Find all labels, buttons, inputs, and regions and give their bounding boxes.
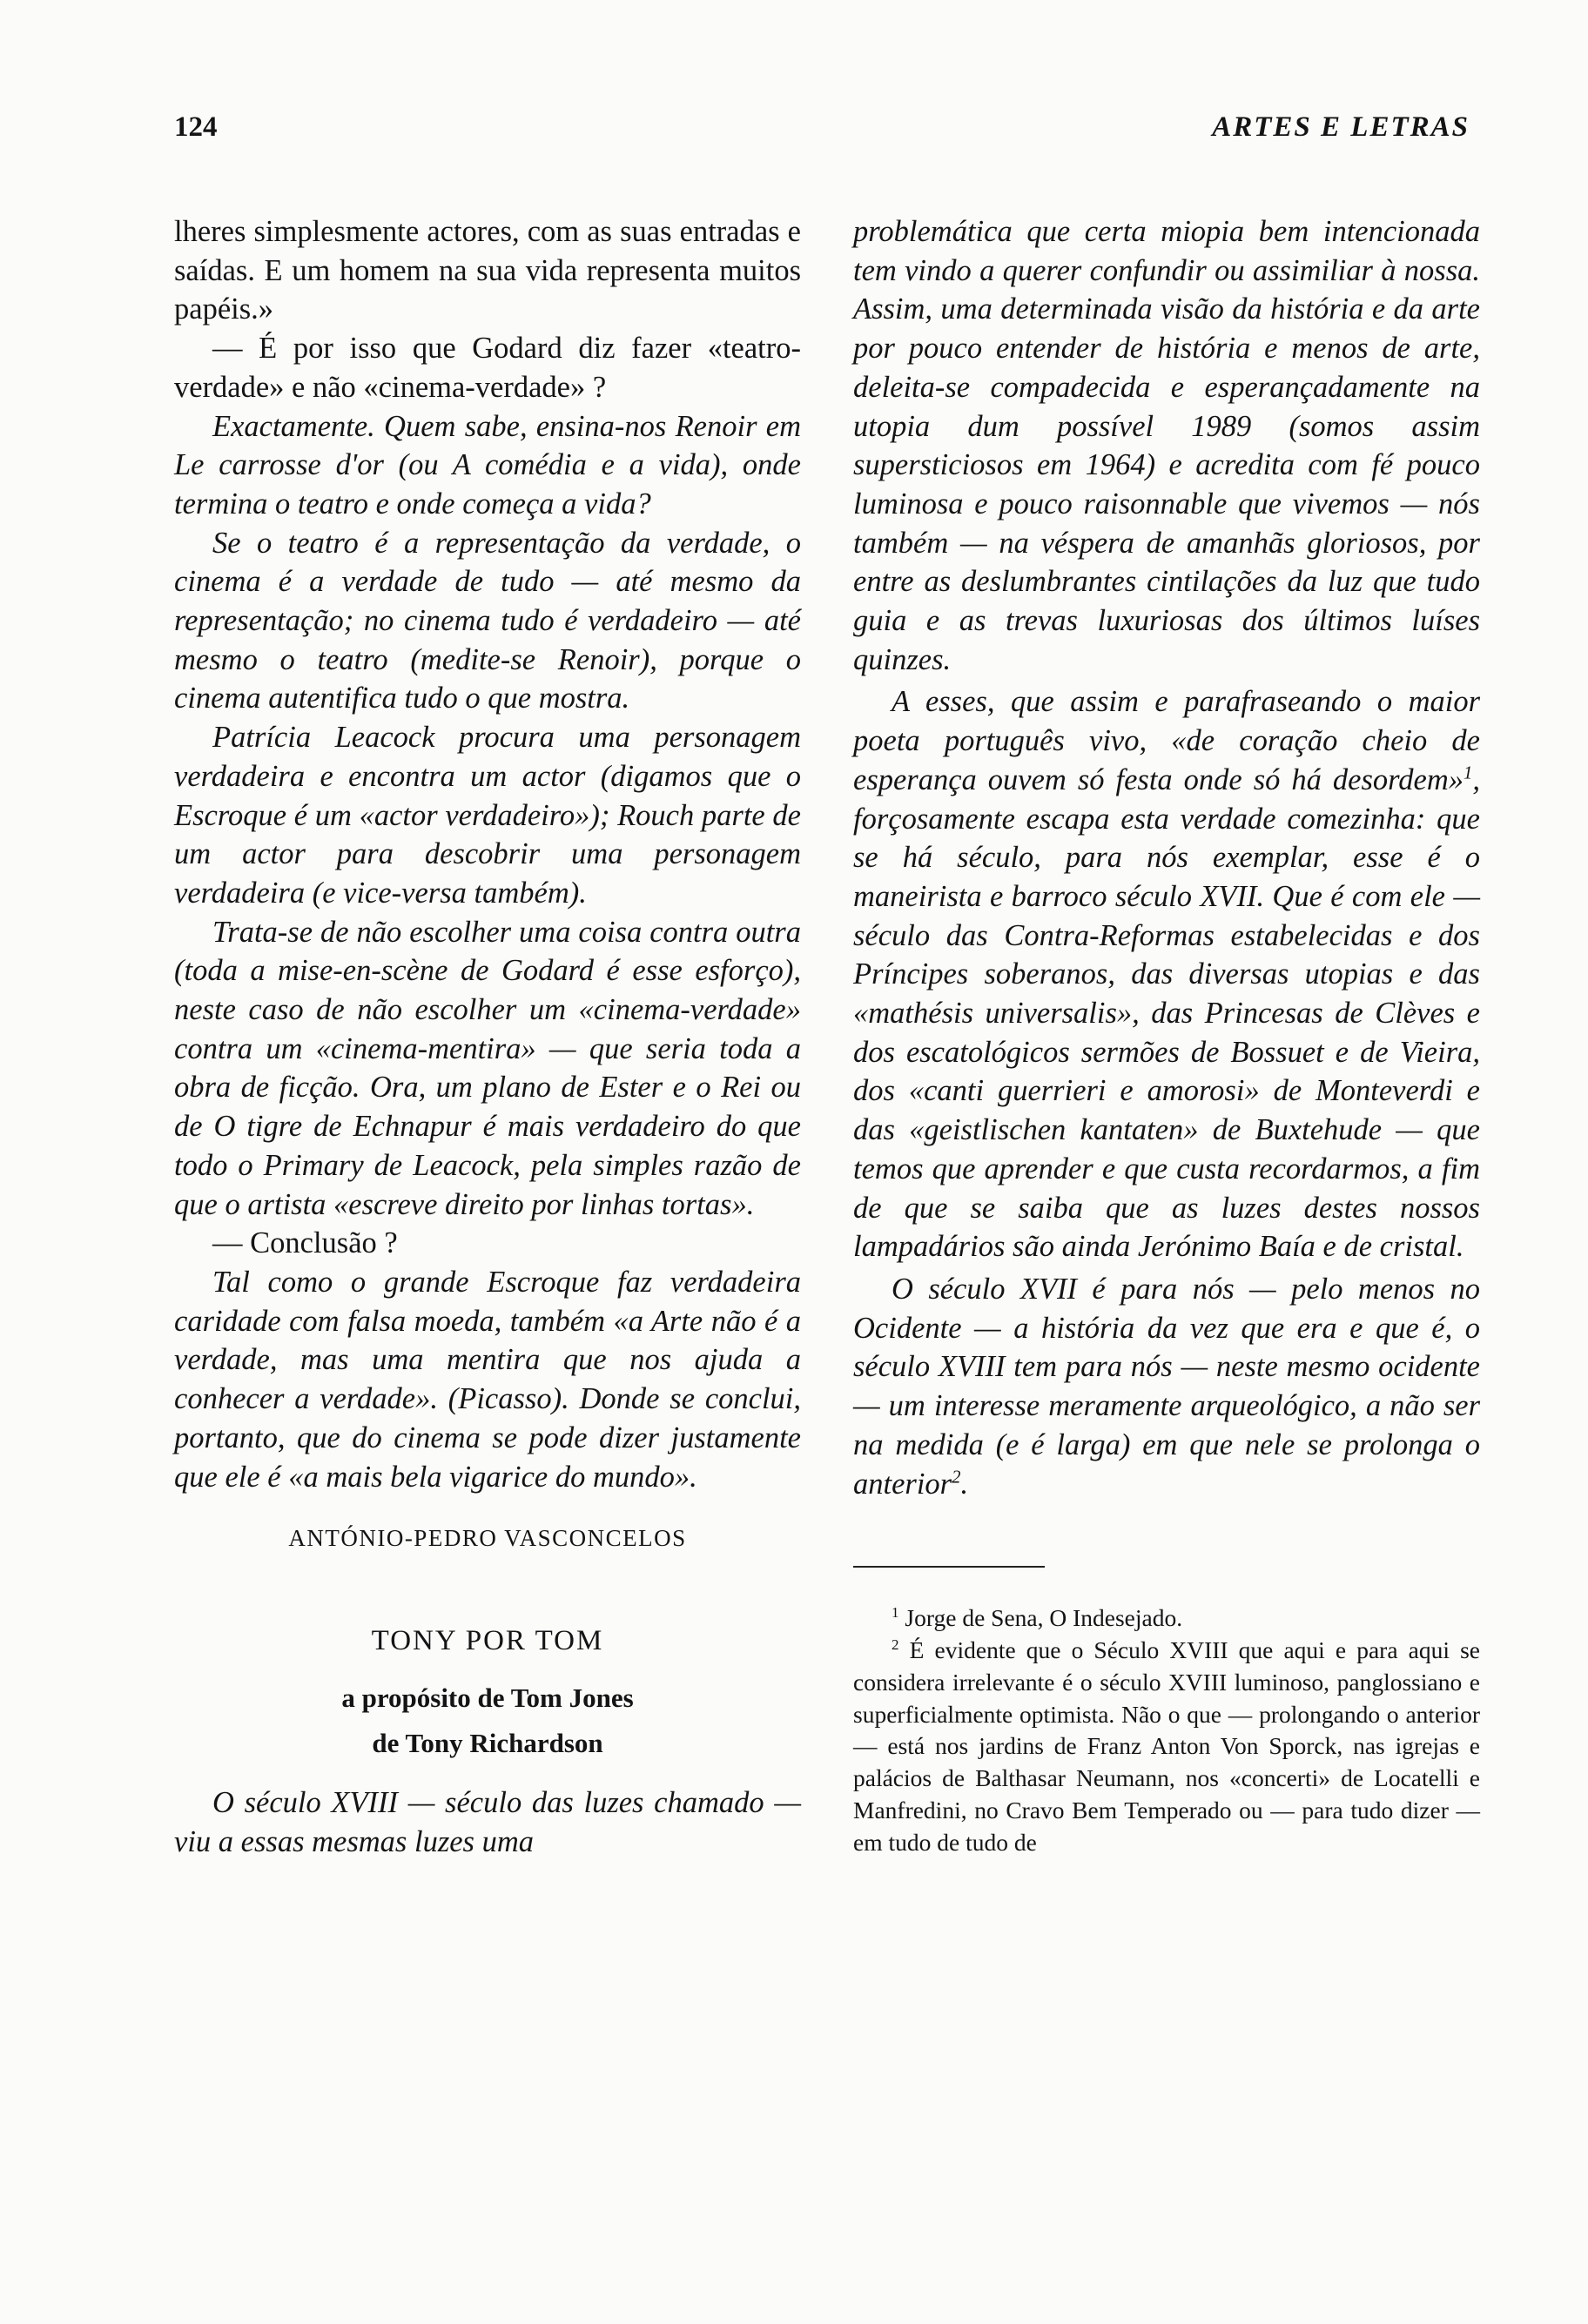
footnote-text: Jorge de Sena, O Indesejado. (905, 1604, 1183, 1632)
paragraph: — Conclusão ? (212, 1226, 398, 1260)
paragraph: Exactamente. Quem sabe, ensina-nos Renoir em Le carrosse d'or (ou A comédia e a vida), onde termina o teatro e onde começa a vida? (174, 409, 801, 521)
paragraph: lheres simplesmente actores, com as suas entradas e saídas. E um homem na sua vida representa muitos papéis.» (174, 215, 801, 326)
subtitle-line: de Tony Richardson (372, 1728, 603, 1759)
article-title: TONY POR TOM (371, 1625, 604, 1657)
footnote-reference: 1 (1464, 763, 1473, 783)
footnote-marker: 2 (892, 1636, 899, 1653)
footnote-divider (853, 1566, 1045, 1568)
page-header (174, 111, 1470, 164)
paragraph-text: O século XVII é para nós — pelo menos no Ocidente — a história da vez que era e que é, o século XVIII tem para nós — neste mesmo ocidente — um interesse meramente arqueológico, a não ser na medida (e é larga) em que nele se prolonga o anterior (853, 1272, 1480, 1501)
page-number: 124 (174, 111, 218, 143)
left-column (174, 212, 801, 1862)
paragraph-text: A esses, que assim e parafraseando o maior poeta português vivo, «de coração cheio de esperança ouvem só festa onde só há desordem» (853, 685, 1480, 796)
article-subtitle (174, 1676, 801, 1766)
footnote-text: É evidente que o Século XVIII que aqui e para aqui se considera irrelevante é o século XVIII luminoso, panglossiano e superficialmente optimista. Não o que — prolongando o anterior — está nos jardins de Franz Anton Von Sporck, nas igrejas e palácios de Balthasar Neumann, nos «concerti» de Locatelli e Manfredini, no Cravo Bem Temperado ou — para tudo dizer — em tudo de tudo de (853, 1636, 1480, 1856)
footnote (853, 1635, 1480, 1859)
footnote-reference: 2 (952, 1468, 961, 1487)
paragraph-text: . (960, 1467, 969, 1501)
right-column (853, 212, 1480, 1859)
paragraph-text: , forçosamente escapa esta verdade comezinha: que se há século, para nós exemplar, esse é o maneirista e barroco século XVII. Que é com ele — século das Contra-Reformas estabelecidas e dos Príncipes soberanos, das diversas utopias e das «mathésis universalis», das Princesas de Clèves e dos escatológicos sermões de Bossuet e de Vieira, dos «canti guerrieri e amorosi» de Monteverdi e das «geistlischen kantaten» de Buxtehude — que temos que aprender e que custa recordarmos, a fim de que se saiba que as luzes destes nossos lampadários são ainda Jerónimo Baía e de cristal. (853, 762, 1480, 1264)
paragraph (853, 682, 1480, 1266)
paragraph (853, 1270, 1480, 1503)
paragraph: Patrícia Leacock procura uma personagem verdadeira e encontra um actor (digamos que o Escroque é um «actor verdadeiro»); Rouch parte de um actor para descobrir uma personagem verdadeira (e vice-versa também). (174, 721, 801, 910)
paragraph: O século XVIII — século das luzes chamado — viu a essas mesmas luzes uma (174, 1786, 801, 1858)
paragraph: problemática que certa miopia bem intencionada tem vindo a querer confundir ou assimiliar à nossa. Assim, uma determinada visão da história e da arte por pouco entender de história e menos de arte, deleita-se compadecida e esperançadamente na utopia dum possível 1989 (somos assim supersticiosos em 1964) e acredita com fé pouco luminosa e pouco raisonnable que vivemos — nós também — na véspera de amanhãs gloriosos, por entre as deslumbrantes cintilações da luz que tudo guia e as trevas luxuriosas dos últimos luíses quinzes. (853, 215, 1480, 676)
footnote (853, 1602, 1480, 1635)
running-title: ARTES E LETRAS (1212, 111, 1470, 143)
paragraph: — É por isso que Godard diz fazer «teatro-verdade» e não «cinema-verdade» ? (174, 332, 801, 404)
paragraph: Tal como o grande Escroque faz verdadeira caridade com falsa moeda, também «a Arte não é a verdade, mas uma mentira que nos ajuda a conhecer a verdade». (Picasso). Donde se conclui, portanto, que do cinema se pode dizer justamente que ele é «a mais bela vigarice do mundo». (174, 1265, 801, 1494)
footnote-marker: 1 (892, 1604, 899, 1622)
paragraph: Trata-se de não escolher uma coisa contra outra (toda a mise-en-scène de Godard é esse esforço), neste caso de não escolher um «cinema-verdade» contra um «cinema-mentira» — que seria toda a obra de ficção. Ora, um plano de Ester e o Rei ou de O tigre de Echnapur é mais verdadeiro do que todo o Primary de Leacock, pela simples razão de que o artista «escreve direito por linhas tortas». (174, 915, 801, 1221)
paragraph: Se o teatro é a representação da verdade, o cinema é a verdade de tudo — até mesmo da representação; no cinema tudo é verdadeiro — até mesmo o teatro (medite-se Renoir), porque o cinema autentifica tudo o que mostra. (174, 526, 801, 715)
footnotes (853, 1602, 1480, 1858)
author-signature: ANTÓNIO-PEDRO VASCONCELOS (288, 1525, 687, 1552)
subtitle-line: a propósito de Tom Jones (341, 1683, 634, 1714)
